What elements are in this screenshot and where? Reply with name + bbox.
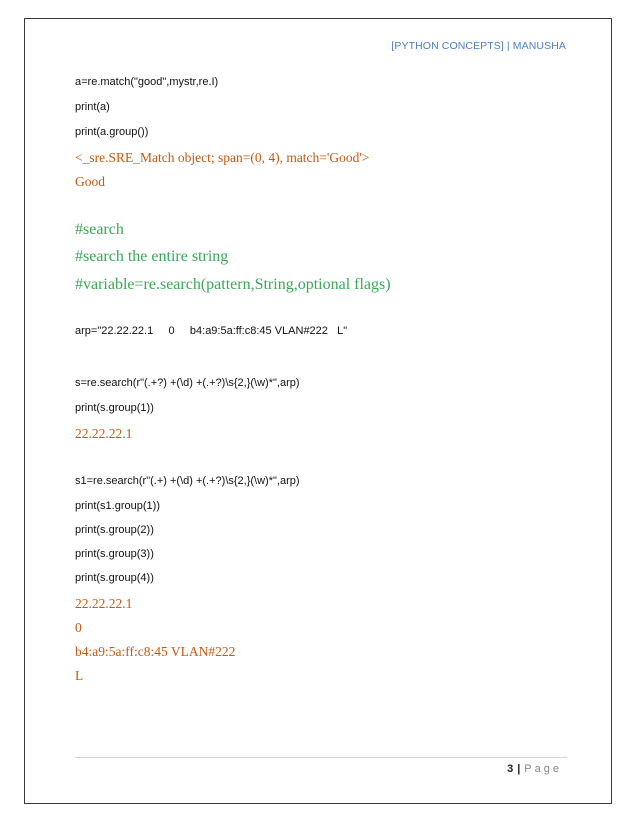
- code-line: print(s1.group(1)): [75, 500, 160, 512]
- page-footer: [507, 763, 562, 775]
- output-line: 22.22.22.1: [75, 426, 133, 441]
- output-line: 22.22.22.1: [75, 596, 133, 611]
- comment-line: #variable=re.search(pattern,String,optional flags): [75, 276, 391, 293]
- page-number: 3: [507, 763, 514, 775]
- output-line: 0: [75, 620, 82, 635]
- footer-separator: |: [517, 763, 521, 775]
- code-line: print(s.group(4)): [75, 572, 154, 584]
- code-line: print(s.group(2)): [75, 524, 154, 536]
- code-line: print(s.group(1)): [75, 402, 154, 414]
- code-line: a=re.match("good",mystr,re.I): [75, 76, 219, 88]
- code-line: s=re.search(r"(.+?) +(\d) +(.+?)\s{2,}(\w)*",arp): [75, 377, 300, 389]
- output-line: <_sre.SRE_Match object; span=(0, 4), match='Good'>: [75, 150, 370, 165]
- comment-line: #search the entire string: [75, 248, 229, 265]
- code-line: print(a.group()): [75, 126, 149, 138]
- code-line: print(s.group(3)): [75, 548, 154, 560]
- footer-divider: [75, 757, 567, 758]
- comment-line: #search: [75, 221, 124, 238]
- code-line: print(a): [75, 101, 110, 113]
- output-line: b4:a9:5a:ff:c8:45 VLAN#222: [75, 644, 236, 659]
- page-word: Page: [524, 763, 562, 775]
- code-line: arp="22.22.22.1 0 b4:a9:5a:ff:c8:45 VLAN#222 L": [75, 325, 348, 337]
- code-line: s1=re.search(r"(.+) +(\d) +(.+?)\s{2,}(\w)*",arp): [75, 475, 300, 487]
- output-line: Good: [75, 174, 105, 189]
- page-header: [PYTHON CONCEPTS] | MANUSHA: [391, 40, 566, 52]
- output-line: L: [75, 668, 84, 683]
